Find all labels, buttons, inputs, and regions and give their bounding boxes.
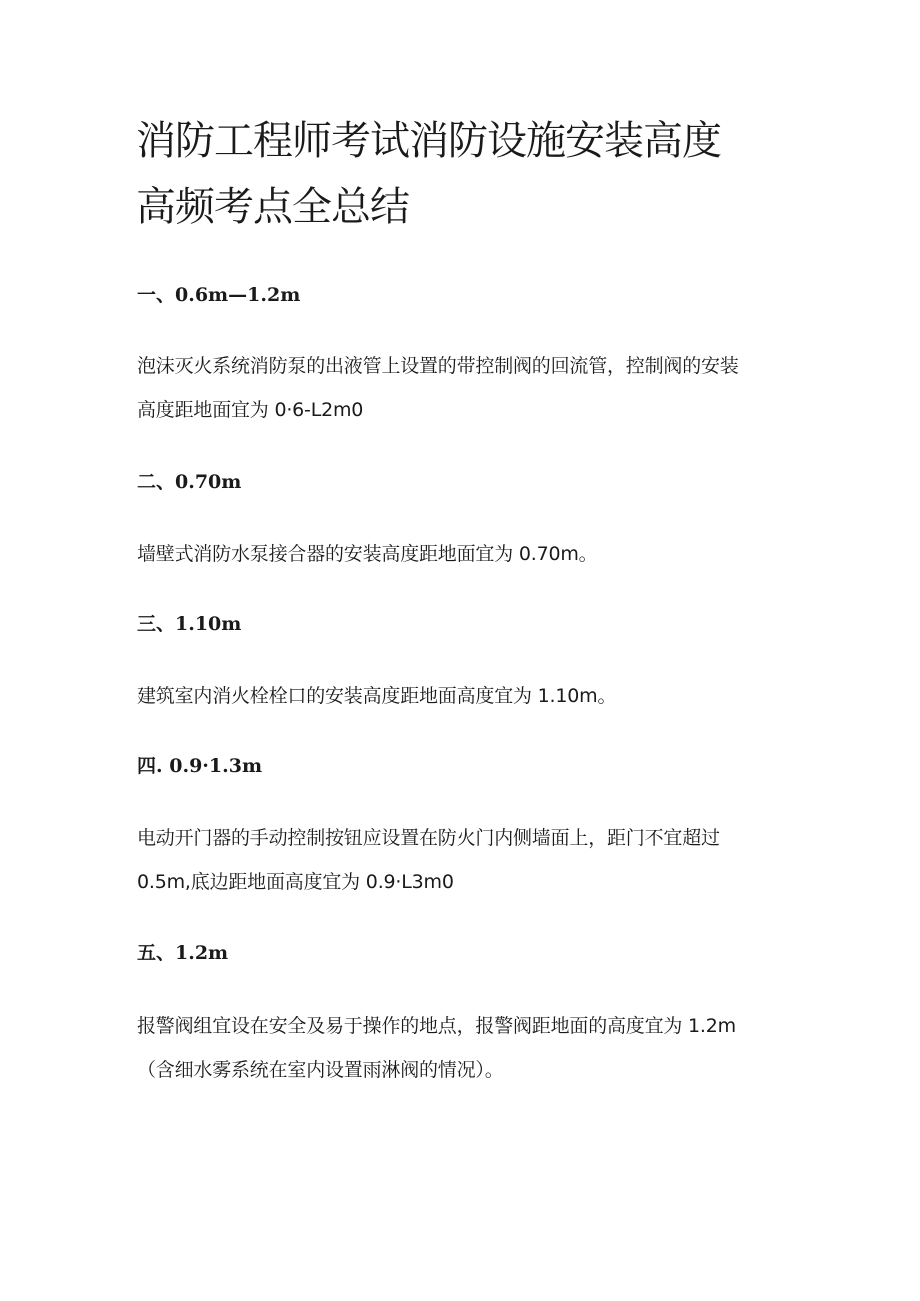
section-paragraph-2 (137, 532, 797, 576)
section-heading-3: 三、1.10m (137, 613, 242, 635)
page-title (136, 108, 796, 240)
section-paragraph-1 (137, 344, 797, 432)
paragraph-line: 墙壁式消防水泵接合器的安装高度距地面宜为 0.70m。 (137, 543, 598, 565)
title-line-2: 高频考点全总结 (136, 184, 409, 230)
paragraph-line: 泡沫灭火系统消防泵的出液管上设置的带控制阀的回流管，控制阀的安装 (137, 355, 739, 377)
section-heading-2: 二、0.70m (137, 471, 242, 493)
paragraph-line: 建筑室内消火栓栓口的安装高度距地面高度宜为 1.10m。 (137, 685, 617, 707)
section-paragraph-4 (137, 816, 797, 904)
section-heading-1: 一、0.6m—1.2m (137, 284, 301, 306)
paragraph-line: 报警阀组宜设在安全及易于操作的地点，报警阀距地面的高度宜为 1.2m (137, 1015, 736, 1037)
title-line-1: 消防工程师考试消防设施安装高度 (136, 118, 721, 164)
section-paragraph-3 (137, 674, 797, 718)
section-paragraph-5 (137, 1004, 797, 1092)
paragraph-line: 0.5m,底边距地面高度宜为 0.9·L3m0 (137, 871, 454, 893)
paragraph-line: 电动开门器的手动控制按钮应设置在防火门内侧墙面上，距门不宜超过 (137, 827, 720, 849)
paragraph-line: （含细水雾系统在室内设置雨淋阀的情况）。 (137, 1059, 504, 1081)
paragraph-line: 高度距地面宜为 0·6-L2m0 (137, 399, 364, 421)
section-heading-5: 五、1.2m (137, 942, 229, 964)
section-heading-4: 四. 0.9·1.3m (137, 755, 263, 777)
